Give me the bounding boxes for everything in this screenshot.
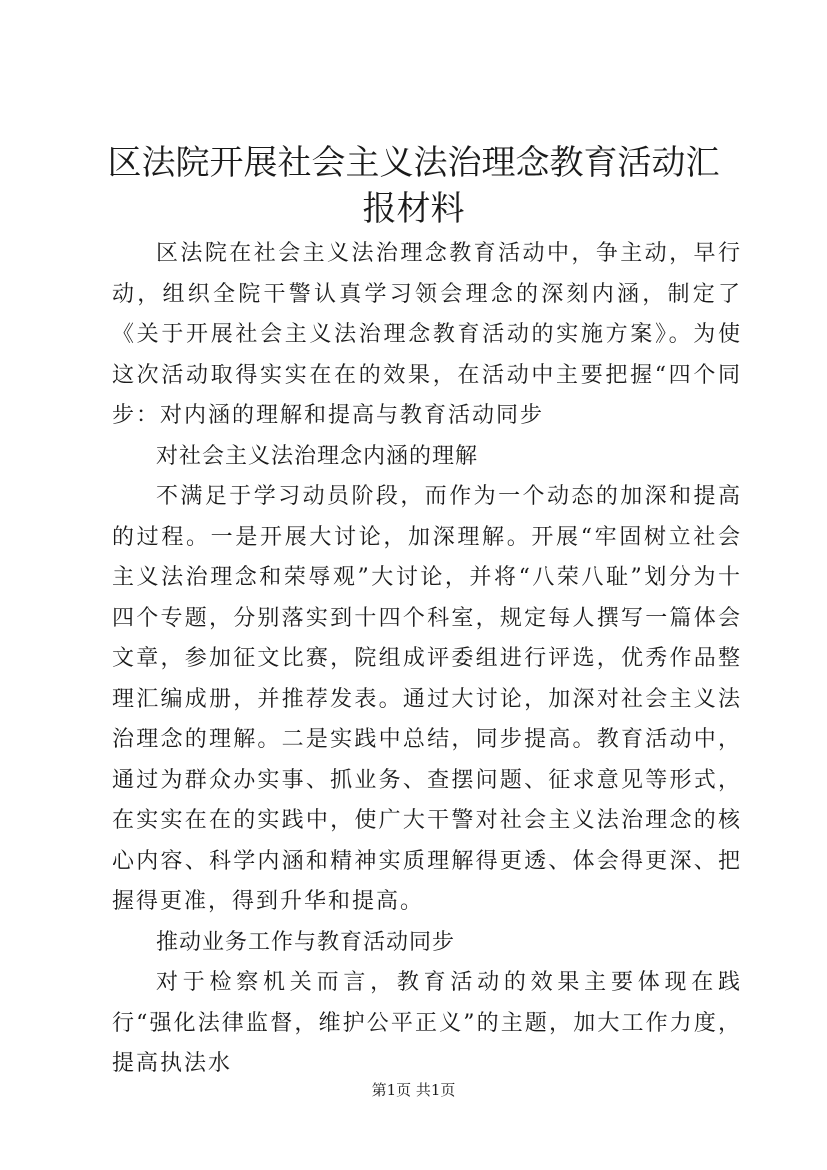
body-paragraph: 区法院在社会主义法治理念教育活动中，争主动，早行动，组织全院干警认真学习领会理念的深刻内涵，制定了《关于开展社会主义法治理念教育活动的实施方案》。为使这次活动取得实实在在的效果，在活动中主要把握“四个同步：对内涵的理解和提高与教育活动同步 — [112, 241, 742, 428]
body-paragraph: 对于检察机关而言，教育活动的效果主要体现在践行“强化法律监督，维护公平正义”的主题，加大工作力度，提高执法水 — [112, 970, 742, 1076]
page-footer: 第1页 共1页 — [371, 1081, 456, 1099]
document-body — [112, 234, 742, 1085]
section-heading: 推动业务工作与教育活动同步 — [156, 929, 456, 955]
body-paragraph: 不满足于学习动员阶段，而作为一个动态的加深和提高的过程。一是开展大讨论，加深理解。开展“牢固树立社会主义法治理念和荣辱观”大讨论，并将“八荣八耻”划分为十四个专题，分别落实到十四个科室，规定每人撰写一篇体会文章，参加征文比赛，院组成评委组进行评选，优秀作品整理汇编成册，并推荐发表。通过大讨论，加深对社会主义法治理念的理解。二是实践中总结，同步提高。教育活动中，通过为群众办实事、抓业务、查摆问题、征求意见等形式，在实实在在的实践中，使广大干警对社会主义法治理念的核心内容、科学内涵和精神实质理解得更透、体会得更深、把握得更准，得到升华和提高。 — [112, 484, 742, 914]
document-title: 区法院开展社会主义法治理念教育活动汇报材料 — [107, 143, 720, 229]
section-heading: 对社会主义法治理念内涵的理解 — [156, 443, 479, 469]
